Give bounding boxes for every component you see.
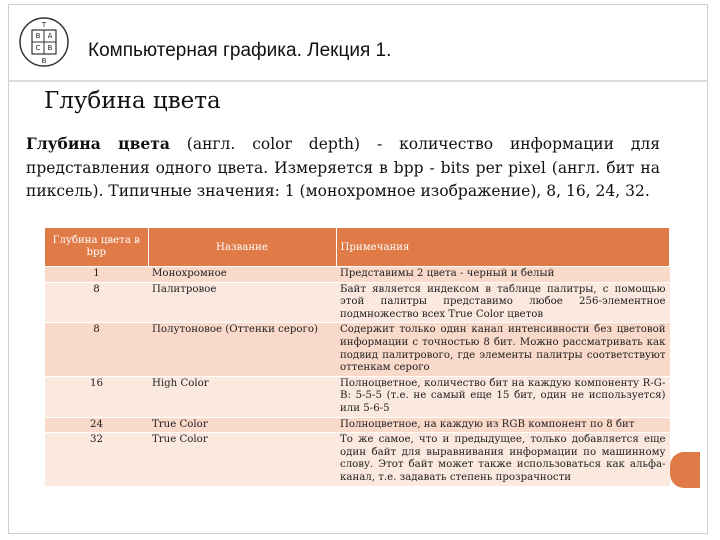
cell-name: Монохромное [148, 267, 336, 283]
slide-accent-marker [670, 452, 700, 488]
intro-text: (англ. color depth) - количество информации для представления одного цвета. Измеряется в bpp - bits per pixel (англ. бит на пиксель). Типичные значения: 1 (монохромное изображение), 8, 16, 24, 32. [26, 135, 660, 200]
cell-note: Полноцветное, на каждую из RGB компонент по 8 бит [336, 417, 670, 433]
svg-text:B: B [35, 32, 41, 40]
table-header-row [45, 228, 670, 267]
cell-name: True Color [148, 433, 336, 486]
lecture-header-title: Компьютерная графика. Лекция 1. [88, 40, 392, 61]
cell-note: Полноцветное, количество бит на каждую компоненту R-G-B: 5-5-5 (т.е. не самый еще 15 бит, один не используется) или 5-6-5 [336, 376, 670, 417]
table-row [45, 376, 670, 417]
cell-note: Представимы 2 цвета - черный и белый [336, 267, 670, 283]
svg-text:A: A [47, 32, 53, 40]
cell-name: Палитровое [148, 282, 336, 323]
cell-bpp: 8 [45, 282, 148, 323]
header-notes: Примечания [336, 228, 670, 267]
intro-paragraph [26, 132, 660, 204]
cell-bpp: 1 [45, 267, 148, 283]
cell-note: То же самое, что и предыдущее, только добавляется еще один байт для выравнивания информации по машинному слову. Этот байт может также использоваться как альфа-канал, т.е. задавать степень прозрачности [336, 433, 670, 486]
cell-name: Полутоновое (Оттенки серого) [148, 323, 336, 376]
svg-text:B: B [47, 44, 53, 52]
svg-text:C: C [35, 44, 41, 52]
header-divider [8, 80, 708, 82]
cell-bpp: 24 [45, 417, 148, 433]
table-row [45, 282, 670, 323]
svg-text:B: B [41, 57, 47, 65]
header-name: Название [148, 228, 336, 267]
svg-text:T: T [41, 21, 47, 29]
table-row [45, 323, 670, 376]
cell-note: Содержит только один канал интенсивности без цветовой информации с точностью 8 бит. Можно рассматривать как подвид палитрового, где элементы палитры соответствуют оттенкам серого [336, 323, 670, 376]
cell-name: True Color [148, 417, 336, 433]
cell-bpp: 16 [45, 376, 148, 417]
cell-bpp: 32 [45, 433, 148, 486]
intro-term: Глубина цвета [26, 134, 170, 153]
table-row [45, 417, 670, 433]
slide-title: Глубина цвета [44, 88, 221, 114]
lecture-logo [18, 16, 70, 68]
table-row [45, 267, 670, 283]
table-row [45, 433, 670, 486]
cell-note: Байт является индексом в таблице палитры, с помощью этой палитры представимо любое 256-элементное подмножество всех True Color цветов [336, 282, 670, 323]
color-depth-table [45, 228, 670, 486]
cell-bpp: 8 [45, 323, 148, 376]
header-bpp: Глубина цвета в bpp [45, 228, 148, 267]
cell-name: High Color [148, 376, 336, 417]
